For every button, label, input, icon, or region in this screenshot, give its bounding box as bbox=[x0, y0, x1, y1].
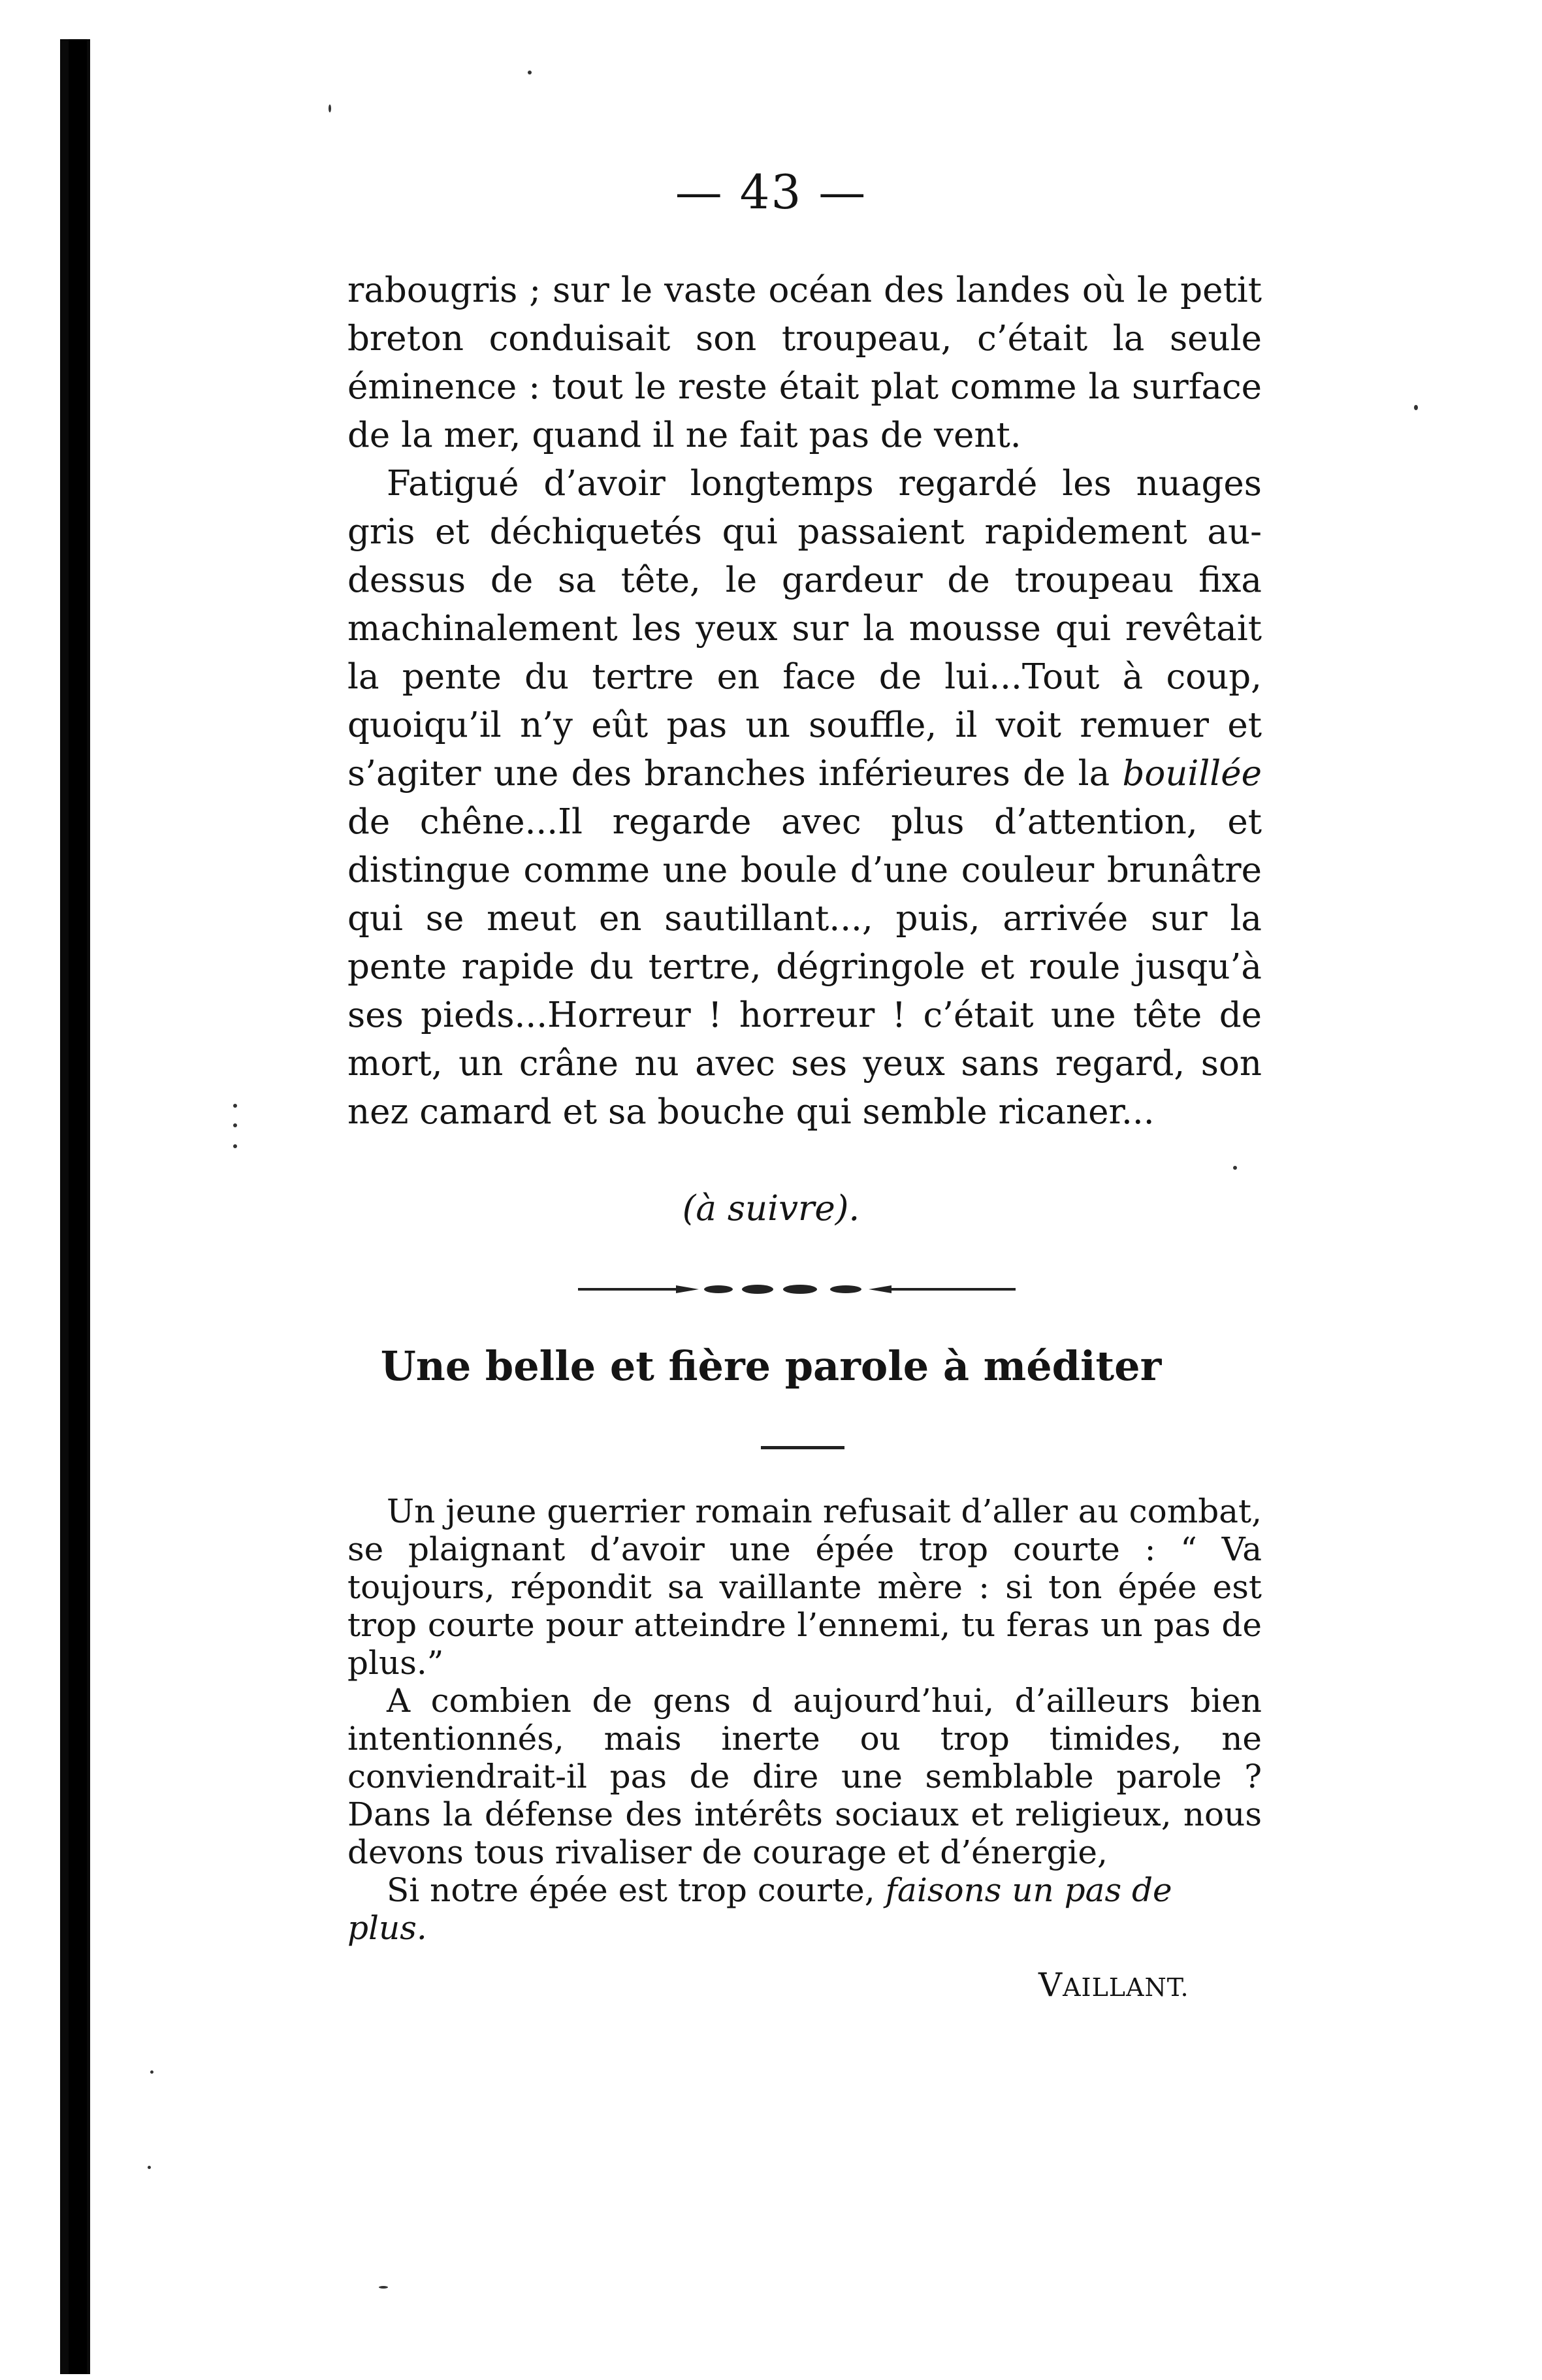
paragraph-5 bbox=[347, 1871, 1262, 1947]
to-be-continued: (à suivre). bbox=[682, 1189, 860, 1229]
article-headline: Une belle et fière parole à méditer bbox=[380, 1342, 1162, 1390]
print-speck bbox=[1414, 405, 1418, 410]
paragraph-2-text: Fatigué d’avoir longtemps regardé les nuages gris et déchiquetés qui passaient rapidement au-dessus de sa tête, le gardeur de troupeau fixa machinalement les yeux sur la mousse qui revêtait la pente du tertre en face de lui...Tout à coup, quoiqu’il n’y eût pas un souffle, il voit remuer et s’agiter une des branches inférieures de la bbox=[347, 464, 1262, 794]
print-speck bbox=[148, 2166, 151, 2169]
paragraph-2-italic: bouillée bbox=[1122, 754, 1262, 794]
print-speck bbox=[379, 2286, 388, 2289]
paragraph-4: A combien de gens d aujourd’hui, d’ailleurs bien intentionnés, mais inerte ou trop timides, ne conviendrait-il pas de dire une semblable parole ? Dans la défense des intérêts sociaux et religieux, nous devons tous rivaliser de courage et d’énergie, bbox=[347, 1682, 1262, 1871]
story-text bbox=[347, 266, 1262, 1136]
print-speck bbox=[150, 2070, 153, 2074]
signature-rest: AILLANT. bbox=[1063, 1973, 1189, 2002]
paragraph-3: Un jeune guerrier romain refusait d’aller au combat, se plaignant d’avoir une épée trop courte : “ Va toujours, répondit sa vaillante mère : si ton épée est trop courte pour atteindre l’ennemi, tu feras un pas de plus.” bbox=[347, 1492, 1262, 1682]
print-speck bbox=[233, 1123, 237, 1127]
signature-initial: V bbox=[1038, 1966, 1063, 2004]
paragraph-5-italic: faisons un pas de plus. bbox=[347, 1871, 1172, 1947]
page-number: — 43 — bbox=[675, 165, 867, 219]
paragraph-1: rabougris ; sur le vaste océan des landes où le petit breton conduisait son troupeau, c’était la seule éminence : tout le reste était plat comme la surface de la mer, quand il ne fait pas de vent. bbox=[347, 270, 1262, 455]
paragraph-5-lead: Si notre épée est trop courte, bbox=[387, 1871, 875, 1909]
signature bbox=[1038, 1966, 1189, 2004]
ornamental-divider bbox=[578, 1284, 1016, 1295]
print-speck bbox=[1233, 1166, 1237, 1170]
paragraph-2-tail: de chêne...Il regarde avec plus d’attention, et distingue comme une boule d’une couleur brunâtre qui se meut en sautillant..., puis, arrivée sur la pente rapide du tertre, dégringole et roule jusqu’à ses pieds...Horreur ! horreur ! c’était une tête de mort, un crâne nu avec ses yeux sans regard, son nez camard et sa bouche qui semble ricaner... bbox=[347, 802, 1262, 1132]
article-text bbox=[347, 1492, 1262, 1947]
print-speck bbox=[233, 1104, 237, 1108]
print-speck bbox=[329, 105, 331, 112]
print-speck bbox=[233, 1144, 237, 1148]
paragraph-2 bbox=[347, 460, 1262, 1136]
short-rule bbox=[761, 1446, 844, 1449]
print-speck bbox=[528, 71, 532, 74]
